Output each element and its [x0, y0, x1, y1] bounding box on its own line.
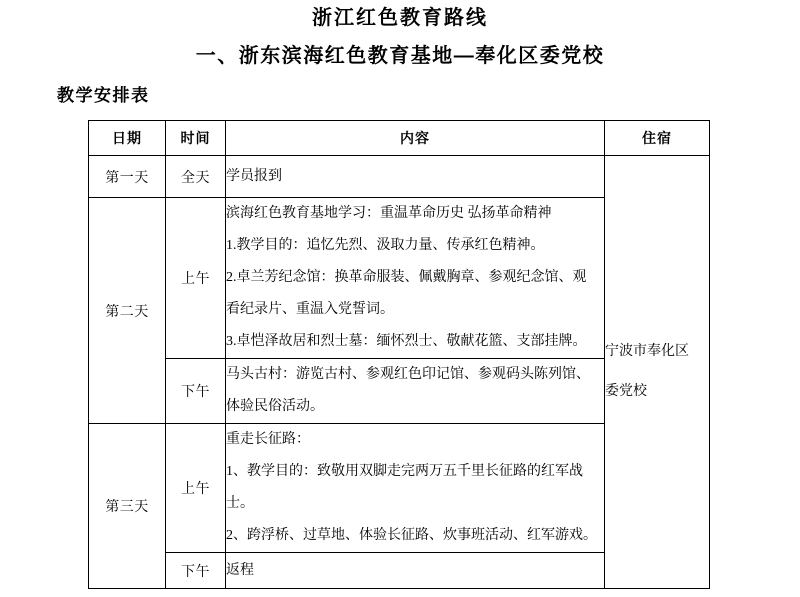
section-heading: 教学安排表 — [57, 86, 150, 105]
content-line: 1、教学目的：致敬用双脚走完两万五千里长征路的红军战 — [226, 464, 583, 479]
content-cell — [226, 198, 605, 359]
header-cell-date: 日期 — [89, 121, 166, 156]
content-line: 滨海红色教育基地学习：重温革命历史 弘扬革命精神 — [226, 206, 552, 221]
content-cell — [226, 359, 605, 424]
page-subtitle: 一、浙东滨海红色教育基地—奉化区委党校 — [195, 45, 605, 67]
content-line: 重走长征路： — [226, 432, 310, 447]
content-cell — [226, 156, 605, 198]
table-row — [89, 156, 710, 198]
time-cell: 下午 — [166, 359, 226, 424]
content-line: 返程 — [226, 562, 254, 578]
content-line: 看纪录片、重温入党誓词。 — [226, 302, 394, 317]
date-cell: 第三天 — [89, 424, 166, 589]
content-line: 3.卓恺泽故居和烈士墓：缅怀烈士、敬献花篮、支部挂牌。 — [226, 334, 587, 349]
date-cell: 第一天 — [89, 156, 166, 198]
content-line: 2、跨浮桥、过草地、体验长征路、炊事班活动、红军游戏。 — [226, 528, 597, 543]
header-cell-time: 时间 — [166, 121, 226, 156]
lodging-cell — [605, 156, 710, 589]
header-cell-lodging: 住宿 — [605, 121, 710, 156]
lodging-line: 委党校 — [605, 384, 647, 399]
content-cell — [226, 553, 605, 589]
content-line: 士。 — [226, 496, 254, 511]
page-title: 浙江红色教育路线 — [312, 7, 488, 29]
content-line: 2.卓兰芳纪念馆：换革命服装、佩戴胸章、参观纪念馆、观 — [226, 270, 587, 285]
lodging-line: 宁波市奉化区 — [605, 344, 689, 359]
schedule-table — [88, 120, 710, 589]
content-line: 马头古村：游览古村、参观红色印记馆、参观码头陈列馆、 — [226, 367, 590, 382]
table-header-row — [89, 121, 710, 156]
content-line: 学员报到 — [226, 168, 282, 184]
content-cell — [226, 424, 605, 553]
time-cell: 下午 — [166, 553, 226, 589]
time-cell: 上午 — [166, 198, 226, 359]
content-line: 1.教学目的：追忆先烈、汲取力量、传承红色精神。 — [226, 238, 545, 253]
time-cell: 全天 — [166, 156, 226, 198]
time-cell: 上午 — [166, 424, 226, 553]
content-line: 体验民俗活动。 — [226, 399, 324, 414]
header-cell-content: 内容 — [226, 121, 605, 156]
date-cell: 第二天 — [89, 198, 166, 424]
